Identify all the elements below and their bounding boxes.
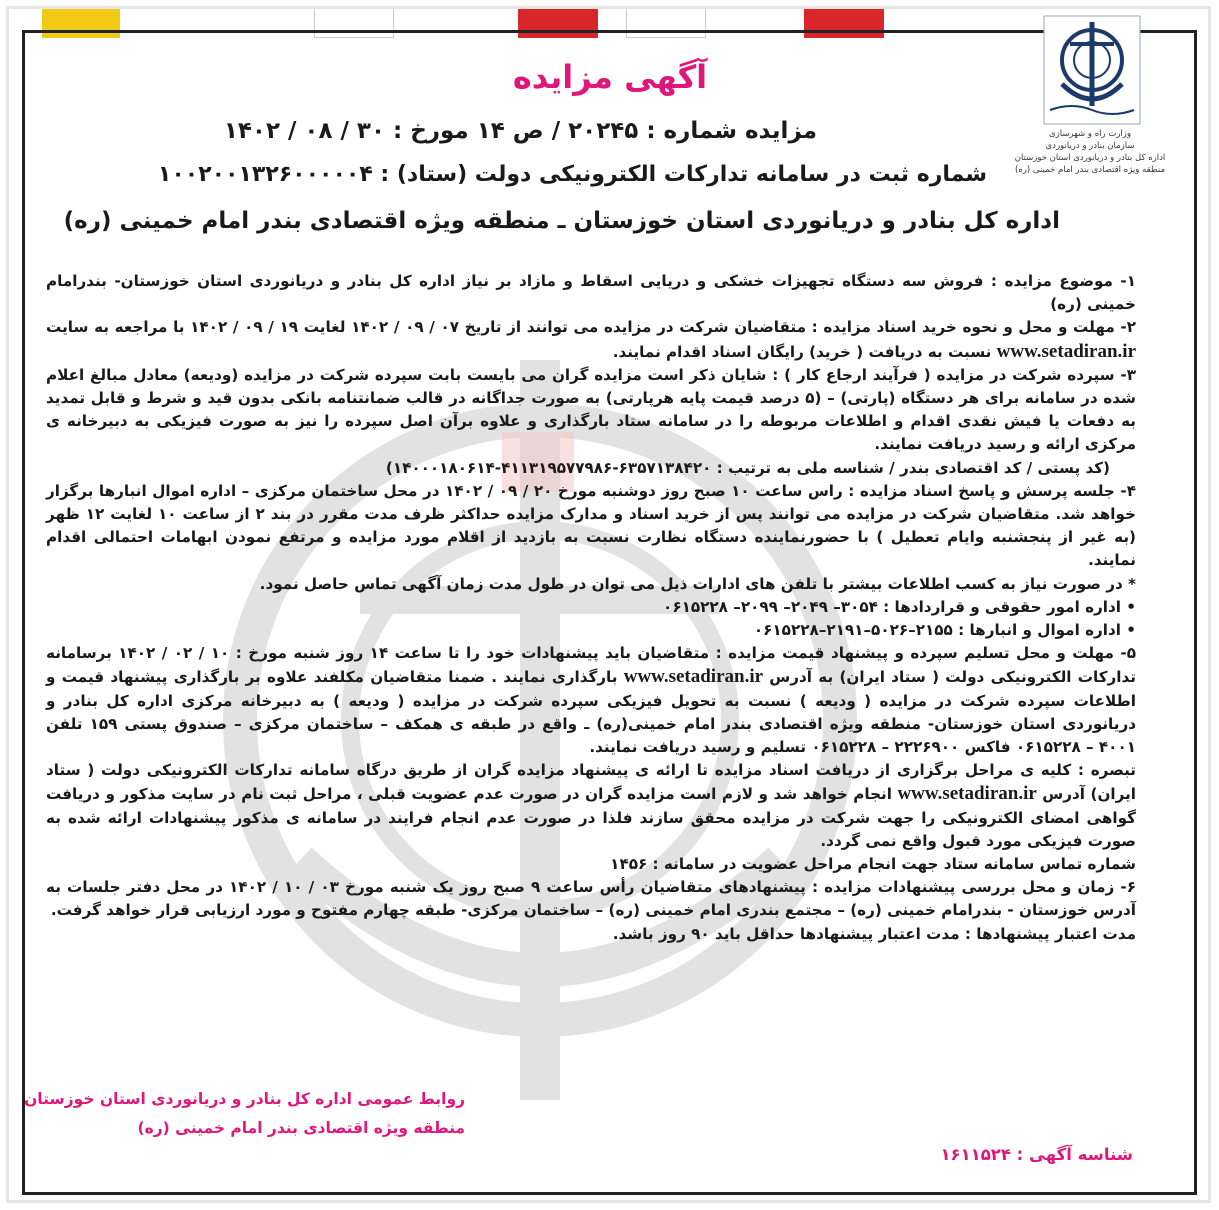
ports-maritime-anchor-emblem-icon <box>1042 14 1142 126</box>
note-paragraph <box>46 759 1136 853</box>
notice-body <box>46 270 1136 946</box>
note-text: تبصره : کلیه ی مراحل برگزاری از دریافت اسناد مزایده تا ارائه ی پیشنهاد مزایده گران از طریق درگاه سامانه تدارکات الکترونیکی دولت ( ستاد ایران) آدرس <box>46 761 1136 804</box>
clause-5-submission <box>46 642 1136 759</box>
setad-website-link[interactable]: www.setadiran.ir <box>623 666 764 688</box>
logo-caption <box>990 128 1190 176</box>
contact-intro: * در صورت نیاز به کسب اطلاعات بیشتر با تلفن های ادارات ذیل می توان در طول مدت زمان آگهی تماس حاصل نمود. <box>259 574 1136 593</box>
signature-line-1: روابط عمومی اداره کل بنادر و دریانوردی استان خوزستان <box>24 1090 465 1108</box>
setad-phone-line: شماره تماس سامانه ستاد جهت انجام مراحل عضویت در سامانه : ۱۴۵۶ <box>610 855 1136 874</box>
notice-id: شناسه آگهی : ۱۶۱۱۵۲۴ <box>940 1145 1133 1164</box>
logo-line-organization: سازمان بنادر و دریانوردی <box>1045 141 1135 151</box>
logo-line-directorate: اداره کل بنادر و دریانوردی استان خوزستان <box>1014 153 1166 163</box>
organization-line: اداره کل بنادر و دریانوردی استان خوزستان ـ منطقه ویژه اقتصادی بندر امام خمینی (ره) <box>63 208 1060 234</box>
note-text-end: انجام خواهد شد و لازم است مزایده گران در صورت عدم عضویت قبلی ، مراحل ثبت نام در سایت مذکور و دریافت گواهی امضای الکترونیکی را جهت شرکت در مزایده محقق سازند فلذا در صورت عدم انجام فرایند در سامانه ی مذکور پیشنهادات ارائه شده به صورت فیزیکی مورد قبول واقع نمی گردد. <box>46 785 1136 850</box>
clause-2-text: ۲- مهلت و محل و نحوه خرید اسناد مزایده : متقاضیان شرکت در مزایده می توانند از تاریخ ۰۷ / ۰۹ / ۱۴۰۲ لغایت ۱۹ / ۰۹ / ۱۴۰۲ با مراجعه به سایت <box>46 318 1137 337</box>
signature-block <box>24 1085 465 1143</box>
setad-registration-line: شماره ثبت در سامانه تدارکات الکترونیکی دولت (ستاد) : ۱۰۰۲۰۰۱۳۲۶۰۰۰۰۰۴ <box>157 162 987 187</box>
notice-title: آگهی مزایده <box>512 58 708 96</box>
contact-legal-dept: • اداره امور حقوقی و قراردادها : ۳۰۵۴– ۲۰۴۹– ۲۰۹۹– ۰۶۱۵۲۲۸ <box>663 597 1136 616</box>
clause-2-documents <box>46 316 1136 363</box>
signature-line-2: منطقه ویژه اقتصادی بندر امام خمینی (ره) <box>137 1119 465 1137</box>
clause-6-review: ۶- زمان و محل بررسی پیشنهادات مزایده : پیشنهادهای متقاضیان رأس ساعت ۹ صبح روز یک شنبه مورخ ۰۳ / ۱۰ / ۱۴۰۲ در محل دفتر جلسات به آدرس خوزستان - بندرامام خمینی (ره) – مجتمع بندری امام خمینی (ره) – ساختمان مرکزی- طبقه چهارم مفتوح و مورد ارزیابی قرار خواهد گرفت. <box>46 878 1137 920</box>
codes-line: (کد پستی / کد اقتصادی بندر / شناسه ملی به ترتیب : ۶۳۵۷۱۳۸۴۲۰-۴۱۱۳۱۹۵۷۷۹۸۶-۱۴۰۰۰۱۸۰۶۱۴) <box>385 458 1110 477</box>
clause-5-text-end: بارگذاری نمایند . ضمنا متقاضیان مکلفند علاوه بر بارگذاری پیشنهاد قیمت و اطلاعات سپرده شرکت در مزایده ( ودیعه ) نسبت به تحویل فیزیکی سپرده شرکت در مزایده ( ودیعه ) به دبیرخانه مرکزی اداره کل بنادر و دریانوردی استان خوزستان- منطقه ویژه اقتصادی بندر امام خمینی(ره) ـ واقع در طبقه ی همکف – ساختمان مرکزی – صندوق پستی ۱۵۹ تلفن ۴۰۰۱ – ۰۶۱۵۲۲۸ فاکس ۲۲۲۶۹۰۰ – ۰۶۱۵۲۲۸ تسلیم و رسید دریافت نمایند. <box>46 668 1136 757</box>
validity-line: مدت اعتبار پیشنهادها : مدت اعتبار پیشنهادها حداقل باید ۹۰ روز باشد. <box>612 924 1136 943</box>
logo-line-zone: منطقه ویژه اقتصادی بندر امام خمینی (ره) <box>1015 165 1165 175</box>
logo-line-ministry: وزارت راه و شهرسازی <box>1048 129 1131 139</box>
clause-2-text-end: نسبت به دریافت ( خرید) رایگان اسناد اقدام نمایند. <box>612 342 997 361</box>
setad-website-link[interactable]: www.setadiran.ir <box>996 340 1136 362</box>
setad-website-link[interactable]: www.setadiran.ir <box>897 783 1037 805</box>
clause-4-meeting: ۴- جلسه پرسش و پاسخ اسناد مزایده : راس ساعت ۱۰ صبح روز دوشنبه مورخ ۲۰ / ۰۹ / ۱۴۰۲ در محل ساختمان مرکزی – اداره اموال انبارها برگزار خواهد شد. متقاضیان شرکت در مزایده می توانند پس از خرید اسناد و مدارک مزایده حداکثر ظرف مدت مقرر در بند ۲ از ساعت ۱۰ لغایت ۱۲ ظهر (به غیر از پنجشنبه وایام تعطیل ) با حضورنماینده دستگاه نظارت نسبت به بازدید از اقلام مورد مزایده و مرتفع نمودن ابهامات احتمالی اقدام نمایند. <box>46 481 1136 570</box>
clause-5-text: ۵- مهلت و محل تسلیم سپرده و پیشنهاد قیمت مزایده : متقاضیان باید پیشنهادات خود را تا ساعت ۱۴ روز شنبه مورخ : ۱۰ / ۰۲ / ۱۴۰۲ برسامانه تدارکات الکترونیکی دولت ( ستاد ایران) به آدرس <box>46 644 1136 687</box>
auction-number-line: مزایده شماره : ۲۰۲۴۵ / ص ۱۴ مورخ : ۳۰ / ۰۸ / ۱۴۰۲ <box>223 118 817 144</box>
clause-1-subject: ۱- موضوع مزایده : فروش سه دستگاه تجهیزات خشکی و دریایی اسقاط و مازاد بر نیاز اداره کل بنادر و دریانوردی استان خوزستان- بندرامام خمینی (ره) <box>46 272 1136 314</box>
contact-property-dept: • اداره اموال و انبارها : ۲۱۵۵–۵۰۲۶–۲۱۹۱–۰۶۱۵۲۲۸ <box>753 621 1136 640</box>
clause-3-deposit: ۳- سپرده شرکت در مزایده ( فرآیند ارجاع کار ) : شایان ذکر است مزایده گران می بایست بابت سپرده شرکت در مزایده (ودیعه) معادل مبالغ اعلام شده در سامانه برای هر دستگاه (پارتی) – (۵ درصد قیمت پایه هرپارتی) به صورت جداگانه در قالب ضمانتنامه بانکی بدون قید و شرط و قابل تمدید به دفعات یا فیش نقدی اقدام و اطلاعات مربوطه را در سامانه ستاد بارگذاری و علاوه برآن اصل سپرده را نیز به صورت فیزیکی به دبیرخانه ی مرکزی ارائه و رسید دریافت نمایند. <box>46 365 1136 454</box>
